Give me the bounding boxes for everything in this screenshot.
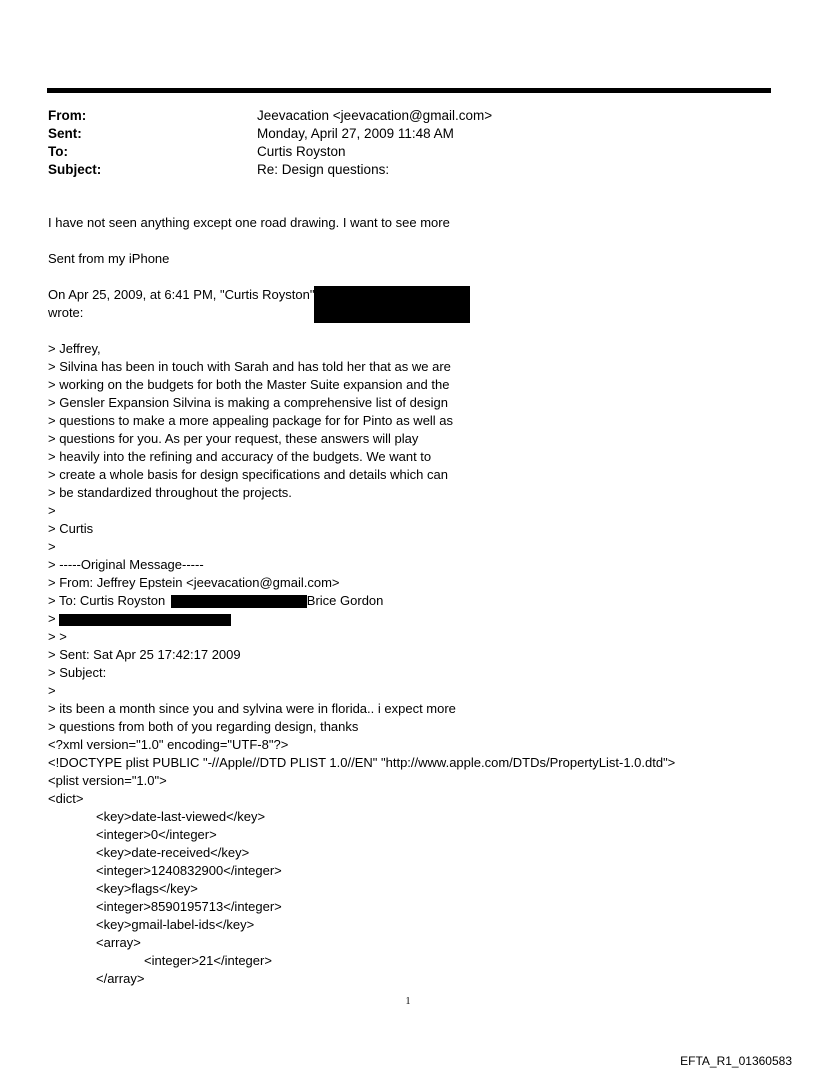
quoted-line: > Silvina has been in touch with Sarah and has told her that as we are xyxy=(48,359,451,374)
plist-line: <key>gmail-label-ids</key> xyxy=(96,917,255,932)
plist-line: <key>date-last-viewed</key> xyxy=(96,809,266,824)
plist-line: <key>flags</key> xyxy=(96,881,198,896)
plist-line: <integer>21</integer> xyxy=(144,953,272,968)
redacted-email-prefix: > xyxy=(48,611,56,626)
quoted-line: > its been a month since you and sylvina were in florida.. i expect more xyxy=(48,701,456,716)
message-body xyxy=(48,214,768,988)
sent-label: Sent: xyxy=(48,126,82,141)
quoted-line: > Curtis xyxy=(48,521,94,536)
quoted-line: > From: Jeffrey Epstein <jeevacation@gmail.com> xyxy=(48,575,340,590)
redaction-box xyxy=(59,614,231,626)
quoted-line: > xyxy=(48,539,56,554)
quoted-line: > xyxy=(48,683,56,698)
quoted-line: > Gensler Expansion Silvina is making a comprehensive list of design xyxy=(48,395,448,410)
plist-line: <dict> xyxy=(48,791,84,806)
subject-value: Re: Design questions: xyxy=(257,162,390,177)
quoted-line: > be standardized throughout the projects. xyxy=(48,485,292,500)
subject-label: Subject: xyxy=(48,162,102,177)
plist-line: <plist version="1.0"> xyxy=(48,773,167,788)
quoted-to-suffix: Brice Gordon xyxy=(306,593,384,608)
to-label: To: xyxy=(48,144,68,159)
plist-line: <?xml version="1.0" encoding="UTF-8"?> xyxy=(48,737,289,752)
quoted-line: > create a whole basis for design specifications and details which can xyxy=(48,467,448,482)
quoted-to-prefix: > To: Curtis Royston xyxy=(48,593,166,608)
quoted-to-line xyxy=(48,592,768,610)
quoted-line: > questions for you. As per your request, these answers will play xyxy=(48,431,419,446)
plist-line: </array> xyxy=(96,971,145,986)
quoted-line: > heavily into the refining and accuracy of the budgets. We want to xyxy=(48,449,432,464)
plist-line: <!DOCTYPE plist PUBLIC "-//Apple//DTD PLIST 1.0//EN" "http://www.apple.com/DTDs/PropertyList-1.0.dtd"> xyxy=(48,755,676,770)
quoted-line: > questions from both of you regarding design, thanks xyxy=(48,719,359,734)
attribution-line xyxy=(48,286,768,304)
redacted-email-line xyxy=(48,610,768,628)
bates-number: EFTA_R1_01360583 xyxy=(680,1054,792,1068)
redaction-box xyxy=(171,595,307,608)
to-value: Curtis Royston xyxy=(257,144,346,159)
attribution-text: On Apr 25, 2009, at 6:41 PM, "Curtis Royston" xyxy=(48,287,315,302)
quoted-line: > > xyxy=(48,629,67,644)
from-label: From: xyxy=(48,108,87,123)
plist-line: <array> xyxy=(96,935,141,950)
quoted-line: > working on the budgets for both the Master Suite expansion and the xyxy=(48,377,450,392)
page-number: 1 xyxy=(405,996,411,1007)
quoted-line: > Jeffrey, xyxy=(48,341,101,356)
plist-line: <integer>0</integer> xyxy=(96,827,217,842)
quoted-line: > xyxy=(48,503,56,518)
quoted-line: > questions to make a more appealing package for for Pinto as well as xyxy=(48,413,454,428)
quoted-line: > -----Original Message----- xyxy=(48,557,204,572)
from-value: Jeevacation <jeevacation@gmail.com> xyxy=(257,108,493,123)
plist-line: <integer>1240832900</integer> xyxy=(96,863,282,878)
plist-line: <integer>8590195713</integer> xyxy=(96,899,282,914)
sent-value: Monday, April 27, 2009 11:48 AM xyxy=(257,126,454,141)
quoted-line: > Subject: xyxy=(48,665,107,680)
header-rule xyxy=(47,88,771,93)
signature-text: Sent from my iPhone xyxy=(48,251,170,266)
plist-line: <key>date-received</key> xyxy=(96,845,250,860)
attribution-wrote: wrote: xyxy=(48,305,84,320)
reply-text: I have not seen anything except one road drawing. I want to see more xyxy=(48,215,450,230)
quoted-line: > Sent: Sat Apr 25 17:42:17 2009 xyxy=(48,647,241,662)
